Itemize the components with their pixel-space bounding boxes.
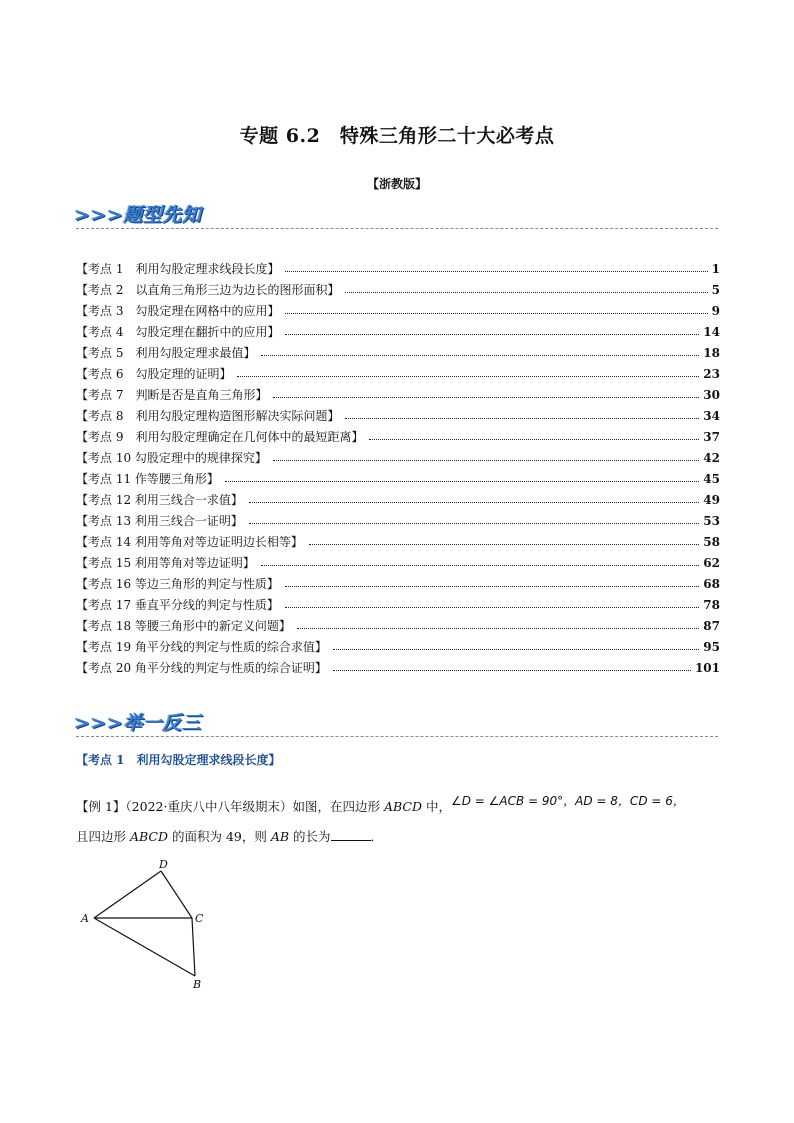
- toc-entry-label: 【考点 13 利用三线合一证明】: [76, 512, 247, 529]
- toc-entry[interactable]: [76, 657, 720, 678]
- toc-entry-page: 49: [703, 492, 720, 507]
- toc-entry[interactable]: [76, 489, 720, 510]
- segment-name: AB: [270, 829, 290, 844]
- toc-entry-label: 【考点 12 利用三线合一求值】: [76, 491, 247, 508]
- toc-entry-label: 【考点 6 勾股定理的证明】: [76, 365, 235, 382]
- toc-entry-label: 【考点 18 等腰三角形中的新定义问题】: [76, 617, 295, 634]
- segment-DC: [161, 871, 192, 918]
- toc-entry-label: 【考点 1 利用勾股定理求线段长度】: [76, 260, 283, 277]
- toc-entry-page: 14: [703, 324, 720, 339]
- banner-text: >>>题型先知: [74, 204, 202, 226]
- toc-leader-dots: [333, 670, 691, 671]
- toc-entry-label: 【考点 7 判断是否是直角三角形】: [76, 386, 271, 403]
- toc-entry-page: 101: [694, 660, 720, 675]
- toc-entry-page: 95: [703, 639, 720, 654]
- toc-entry[interactable]: [76, 426, 720, 447]
- toc-entry-label: 【考点 9 利用勾股定理确定在几何体中的最短距离】: [76, 428, 367, 445]
- toc-leader-dots: [249, 502, 699, 503]
- segment-AB: [94, 918, 195, 976]
- quad-name: ABCD: [383, 799, 422, 814]
- toc-entry[interactable]: [76, 447, 720, 468]
- toc-entry-page: 30: [703, 387, 720, 402]
- toc-entry[interactable]: [76, 405, 720, 426]
- toc-leader-dots: [345, 418, 699, 419]
- example-line-1: [76, 796, 726, 818]
- toc-entry[interactable]: [76, 594, 720, 615]
- toc-entry[interactable]: [76, 552, 720, 573]
- toc-entry-page: 62: [703, 555, 720, 570]
- toc-entry[interactable]: [76, 300, 720, 321]
- example-line2-mid: 的面积为 49，则: [168, 829, 271, 844]
- toc-leader-dots: [237, 376, 699, 377]
- segment-CB: [192, 918, 195, 976]
- toc-entry[interactable]: [76, 468, 720, 489]
- toc-entry-label: 【考点 20 角平分线的判定与性质的综合证明】: [76, 659, 331, 676]
- toc-entry-page: 1: [711, 261, 720, 276]
- toc-entry-label: 【考点 5 利用勾股定理求最值】: [76, 344, 259, 361]
- toc-entry-label: 【考点 4 勾股定理在翻折中的应用】: [76, 323, 283, 340]
- example-line2-end: ．: [370, 829, 384, 844]
- example-line2-prefix: 且四边形: [76, 829, 130, 844]
- table-of-contents: [76, 258, 720, 678]
- toc-entry-page: 78: [703, 597, 720, 612]
- toc-leader-dots: [309, 544, 699, 545]
- toc-entry-page: 42: [703, 450, 720, 465]
- toc-entry[interactable]: [76, 342, 720, 363]
- toc-entry-page: 37: [703, 429, 720, 444]
- segment-AD: [94, 871, 161, 918]
- toc-entry-label: 【考点 16 等边三角形的判定与性质】: [76, 575, 283, 592]
- toc-entry-page: 5: [711, 282, 720, 297]
- toc-entry[interactable]: [76, 384, 720, 405]
- toc-entry-page: 9: [711, 303, 720, 318]
- answer-blank: [331, 828, 371, 841]
- toc-entry-page: 53: [703, 513, 720, 528]
- toc-leader-dots: [285, 607, 699, 608]
- toc-entry-label: 【考点 2 以直角三角形三边为边长的图形面积】: [76, 281, 343, 298]
- toc-leader-dots: [369, 439, 699, 440]
- example-line2-suffix: 的长为: [289, 829, 331, 844]
- toc-leader-dots: [273, 397, 699, 398]
- example-line-2: [76, 826, 726, 848]
- toc-entry[interactable]: [76, 258, 720, 279]
- toc-leader-dots: [333, 649, 699, 650]
- toc-leader-dots: [273, 460, 699, 461]
- vertex-label-A: A: [81, 912, 89, 925]
- toc-entry[interactable]: [76, 615, 720, 636]
- example-formula: ∠D = ∠ACB = 90°，AD = 8，CD = 6，: [450, 794, 685, 808]
- toc-entry[interactable]: [76, 573, 720, 594]
- toc-entry-page: 23: [703, 366, 720, 381]
- toc-entry-page: 45: [703, 471, 720, 486]
- toc-leader-dots: [261, 565, 699, 566]
- toc-entry[interactable]: [76, 510, 720, 531]
- toc-entry-label: 【考点 14 利用等角对等边证明边长相等】: [76, 533, 307, 550]
- banner-text: >>>举一反三: [74, 712, 202, 734]
- vertex-label-D: D: [159, 858, 168, 871]
- toc-entry-page: 58: [703, 534, 720, 549]
- divider-line: [76, 736, 718, 737]
- divider-line: [76, 228, 718, 229]
- section-heading: 【考点 1 利用勾股定理求线段长度】: [76, 753, 281, 767]
- toc-entry[interactable]: [76, 363, 720, 384]
- toc-entry[interactable]: [76, 636, 720, 657]
- toc-entry-page: 68: [703, 576, 720, 591]
- document-title: 专题 6.2 特殊三角形二十大必考点: [239, 125, 555, 147]
- vertex-label-C: C: [195, 912, 204, 925]
- toc-entry-page: 18: [703, 345, 720, 360]
- toc-entry-label: 【考点 17 垂直平分线的判定与性质】: [76, 596, 283, 613]
- toc-leader-dots: [297, 628, 699, 629]
- toc-leader-dots: [261, 355, 699, 356]
- toc-leader-dots: [285, 271, 707, 272]
- toc-entry-label: 【考点 3 勾股定理在网格中的应用】: [76, 302, 283, 319]
- toc-entry[interactable]: [76, 531, 720, 552]
- toc-entry-label: 【考点 19 角平分线的判定与性质的综合求值】: [76, 638, 331, 655]
- edition-label: 【浙教版】: [366, 177, 427, 191]
- quad-name: ABCD: [129, 829, 169, 844]
- toc-leader-dots: [225, 481, 699, 482]
- vertex-label-B: B: [193, 978, 202, 991]
- toc-leader-dots: [345, 292, 707, 293]
- toc-leader-dots: [285, 586, 699, 587]
- geometry-figure: [76, 858, 216, 998]
- quadrilateral-diagram: [76, 858, 216, 998]
- toc-entry-label: 【考点 15 利用等角对等边证明】: [76, 554, 259, 571]
- toc-entry-page: 34: [703, 408, 720, 423]
- toc-entry-label: 【考点 10 勾股定理中的规律探究】: [76, 449, 271, 466]
- example-prefix: 【例 1】（2022·重庆八中八年级期末）如图，在四边形: [76, 799, 384, 814]
- toc-entry[interactable]: [76, 279, 720, 300]
- toc-entry-label: 【考点 11 作等腰三角形】: [76, 470, 223, 487]
- toc-entry-label: 【考点 8 利用勾股定理构造图形解决实际问题】: [76, 407, 343, 424]
- toc-leader-dots: [285, 313, 707, 314]
- toc-entry[interactable]: [76, 321, 720, 342]
- toc-leader-dots: [285, 334, 699, 335]
- toc-leader-dots: [249, 523, 699, 524]
- example-mid: 中，: [421, 799, 451, 814]
- toc-entry-page: 87: [703, 618, 720, 633]
